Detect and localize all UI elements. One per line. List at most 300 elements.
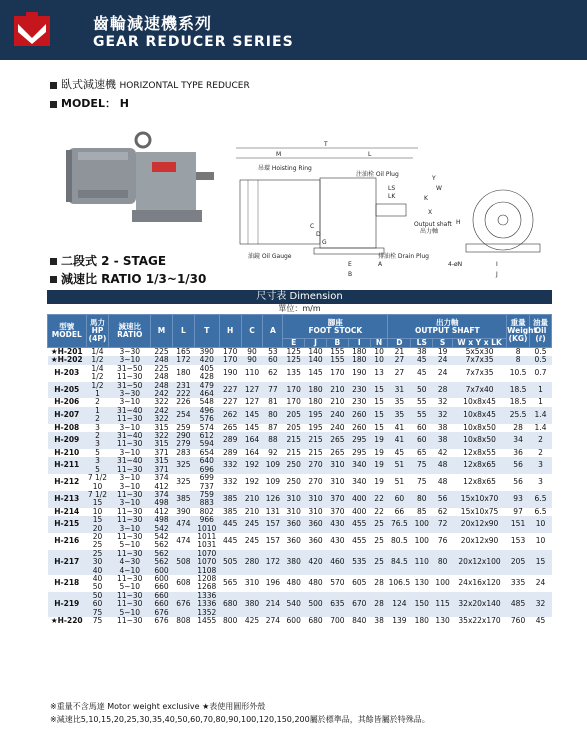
table-row (48, 533, 552, 550)
table-cell: 125 (283, 356, 305, 364)
table-cell: 145 (305, 365, 327, 382)
lbl-k: K (424, 195, 428, 202)
table-cell: 966 1010 (194, 516, 219, 533)
table-cell: H-218 (48, 575, 87, 592)
table-cell: 22 (370, 508, 388, 516)
table-cell: 500 (305, 592, 327, 617)
table-cell: 151 (507, 516, 530, 533)
table-cell: 15x10x70 (452, 491, 506, 508)
table-cell: 225 248 (151, 365, 173, 382)
table-cell: 290 279 (172, 432, 194, 449)
table-cell: 38 (433, 432, 453, 449)
table-cell: 45 (530, 617, 552, 625)
table-cell: 56 (507, 457, 530, 474)
table-cell: 109 (263, 457, 283, 474)
table-cell: 310 (283, 491, 305, 508)
table-cell: 3~30 (109, 348, 151, 357)
table-cell: 75 (86, 617, 109, 625)
table-cell: 310 (305, 508, 327, 516)
table-cell: H-213 (48, 491, 87, 508)
table-cell: 32 (530, 592, 552, 617)
dimension-table (47, 290, 552, 625)
table-cell: 420 (194, 356, 219, 364)
model-label: MODEL： H (61, 97, 129, 110)
th-j: J (305, 339, 327, 348)
table-cell: 170 (283, 382, 305, 399)
th-weight: 重量 Weight (KG) (507, 315, 530, 348)
table-cell: 8 (507, 348, 530, 357)
note-ratio: ※減速比5,10,15,20,25,30,35,40,50,60,70,80,90,100,120,150,200屬於標準品，其餘皆屬於特殊品。 (50, 715, 430, 724)
table-row (48, 365, 552, 382)
table-cell: 230 (348, 382, 370, 399)
table-cell: 840 (348, 617, 370, 625)
table-cell: 126 (263, 491, 283, 508)
table-cell: 155 (326, 348, 348, 357)
table-row (48, 407, 552, 424)
table-cell: 32 (433, 407, 453, 424)
th-e: E (283, 339, 305, 348)
table-cell: 270 (305, 474, 327, 491)
th-h: H (219, 315, 241, 348)
table-cell: 180 (305, 398, 327, 406)
table-cell: 10x8x50 (452, 424, 506, 432)
table-cell: 75 (411, 474, 433, 491)
table-cell: 172 (263, 550, 283, 575)
table-cell: 28 (507, 424, 530, 432)
table-cell: 400 (348, 508, 370, 516)
table-cell: 3~10 (109, 356, 151, 364)
table-cell: 88 (263, 432, 283, 449)
table-cell: 248 (151, 356, 173, 364)
table-cell: 242 322 (151, 407, 173, 424)
table-cell: 10.5 (507, 365, 530, 382)
table-row (48, 432, 552, 449)
table-cell: 145 (241, 424, 263, 432)
table-cell: 310 (305, 491, 327, 508)
table-cell: 680 (305, 617, 327, 625)
table-cell: 405 428 (194, 365, 219, 382)
table-cell: 172 (172, 356, 194, 364)
table-cell: 535 (348, 550, 370, 575)
table-cell: 1 (530, 382, 552, 399)
table-cell: 15 (370, 407, 388, 424)
table-cell: 19 (433, 348, 453, 357)
th-oil: 油量 Oil (ℓ) (530, 315, 552, 348)
table-cell: 131 (263, 508, 283, 516)
lbl-y: Y (432, 175, 436, 182)
lbl-lk: LK (388, 193, 396, 200)
table-cell: 600 (283, 617, 305, 625)
table-cell: 15x10x75 (452, 508, 506, 516)
table-cell: 380 (283, 550, 305, 575)
table-cell: 227 (219, 382, 241, 399)
table-cell: 215 (305, 432, 327, 449)
lbl-n: 4-øN (448, 261, 463, 268)
table-cell: 35x22x170 (452, 617, 506, 625)
table-cell: 0.5 (530, 348, 552, 357)
table-cell: 7x7x40 (452, 382, 506, 399)
table-cell: 32 (433, 398, 453, 406)
dim-m: M (276, 151, 282, 158)
table-cell: 7 1/2 15 (87, 489, 108, 508)
table-cell: 660 660 676 (151, 592, 173, 617)
table-cell: 76.5 (388, 516, 411, 533)
table-cell: 11~30 (109, 508, 151, 516)
table-cell: 0.7 (530, 365, 552, 382)
table-cell: 170 (219, 356, 241, 364)
table-cell: 635 (326, 592, 348, 617)
section-model (50, 95, 129, 111)
lbl-output-cn: 出力軸 (420, 228, 439, 235)
table-cell: 55 (411, 407, 433, 424)
table-cell: 28 (433, 382, 453, 399)
table-cell: 15 (370, 424, 388, 432)
table-cell: 195 (305, 407, 327, 424)
table-cell: 245 (241, 533, 263, 550)
lbl-d: D (316, 231, 321, 238)
table-cell: 240 (326, 424, 348, 432)
table-cell: 210 (241, 508, 263, 516)
table-cell: 180 (172, 365, 194, 382)
table-cell: 155 (326, 356, 348, 364)
table-cell: 1336 1336 1352 (194, 592, 219, 617)
table-cell: 289 (219, 449, 241, 457)
table-cell: 445 (219, 516, 241, 533)
table-cell: 55 (411, 398, 433, 406)
table-cell: 157 (263, 533, 283, 550)
table-cell: 10 (530, 533, 552, 550)
th-foot: 腳座 FOOT STOCK (283, 315, 388, 339)
th-c: C (241, 315, 263, 348)
lbl-hoist: 吊環 Hoisting Ring (258, 165, 312, 172)
table-cell: 72 (433, 516, 453, 533)
table-cell: 420 (305, 550, 327, 575)
table-cell: H-210 (48, 449, 87, 457)
lbl-oilplug: 注油栓 Oil Plug (356, 171, 399, 178)
table-cell: 97 (507, 508, 530, 516)
table-cell: 41 (388, 424, 411, 432)
table-cell: 390 (172, 508, 194, 516)
table-cell: 479 464 (194, 382, 219, 399)
table-cell: 676 (172, 592, 194, 617)
table-cell: 80 (411, 491, 433, 508)
th-hp: 馬力 HP (4P) (86, 315, 109, 348)
header-title-cn: 齒輪減速機系列 (93, 14, 213, 33)
table-cell: 322 (151, 398, 173, 406)
th-n: N (370, 339, 388, 348)
table-cell: 90 (241, 356, 263, 364)
table-cell: 310 (326, 474, 348, 491)
table-cell: 480 (283, 575, 305, 592)
table-row (48, 592, 552, 617)
table-cell: 496 576 (194, 407, 219, 424)
table-cell: 20x12x100 (452, 550, 506, 575)
table-cell: H-203 (48, 365, 87, 382)
table-cell: 180 (348, 356, 370, 364)
table-cell: 11~30 3~10 (109, 516, 151, 533)
table-cell: 51 (388, 457, 411, 474)
table-cell: 109 (263, 474, 283, 491)
table-cell: 1.4 (530, 407, 552, 424)
table-cell: 270 (305, 457, 327, 474)
table-cell: 11~30 5~10 (109, 575, 151, 592)
th-ratio: 減速比 RATIO (109, 315, 151, 348)
table-cell: 48 (433, 457, 453, 474)
table-cell: 565 (219, 575, 241, 592)
table-cell: 22 (370, 491, 388, 508)
table-cell: 25 (370, 516, 388, 533)
table-cell: 20 25 (86, 533, 109, 550)
ratio-text: 減速比 RATIO 1/3~1/30 (61, 272, 207, 286)
header-title-en: GEAR REDUCER SERIES (93, 34, 294, 50)
table-cell: 322 315 (151, 432, 173, 449)
table-cell: 32x20x140 (452, 592, 506, 617)
ratio-label (50, 270, 206, 287)
th-wxyxlk: W x Y x LK (452, 339, 506, 348)
table-cell: 164 (241, 449, 263, 457)
table-cell: 45 (411, 365, 433, 382)
table-cell: 225 (151, 348, 173, 357)
table-cell: 340 (348, 457, 370, 474)
table-cell: 455 (348, 533, 370, 550)
th-b: B (326, 339, 348, 348)
table-cell: 38 (411, 348, 433, 357)
th-l: L (172, 315, 194, 348)
table-row (48, 491, 552, 508)
lbl-i: I (496, 261, 498, 268)
table-cell: 485 (507, 592, 530, 617)
table-cell: ★H-220 (48, 617, 87, 625)
table-cell: 56 (433, 491, 453, 508)
table-cell: 11~30 3~10 (109, 491, 151, 508)
table-cell: 1 (530, 398, 552, 406)
table-cell: 360 (283, 533, 305, 550)
th-i: I (348, 339, 370, 348)
table-cell: 542 562 (151, 533, 173, 550)
table-cell: 332 (219, 457, 241, 474)
table-cell: 800 (219, 617, 241, 625)
table-cell: 66 (388, 508, 411, 516)
table-cell: 385 (172, 491, 194, 508)
table-cell: 10x8x50 (452, 432, 506, 449)
table-cell: 210 (326, 398, 348, 406)
table-cell: 215 (283, 432, 305, 449)
table-cell: H-209 (48, 432, 87, 449)
table-cell: 227 (219, 398, 241, 406)
table-cell: 1/2 1 (86, 382, 109, 399)
table-cell: 10 (86, 508, 109, 516)
table-cell: 260 (348, 424, 370, 432)
table-row (48, 550, 552, 575)
table-cell: 40 50 (86, 575, 109, 592)
table-cell: 125 (283, 348, 305, 357)
table-cell: 25.5 (507, 407, 530, 424)
table-cell: 180 (411, 617, 433, 625)
table-cell: 62 (263, 365, 283, 382)
table-cell: 100 (433, 575, 453, 592)
table-cell: 640 696 (194, 457, 219, 474)
table-cell: 5 (86, 449, 109, 457)
table-cell: 36 (507, 449, 530, 457)
table-cell: 1 2 (86, 407, 109, 424)
table-cell: 7 1/2 10 (87, 473, 108, 491)
table-cell: 180 (348, 348, 370, 357)
table-cell: 676 (151, 617, 173, 625)
table-cell: 700 (326, 617, 348, 625)
table-cell: 80.5 (388, 533, 411, 550)
table-cell: 3 (86, 424, 109, 432)
table-cell: 248 242 (151, 382, 173, 399)
table-cell: 360 (305, 516, 327, 533)
table-cell: 3 5 (86, 457, 109, 474)
table-cell: 130 (411, 575, 433, 592)
table-cell: 19 (370, 432, 388, 449)
table-cell: 540 (283, 592, 305, 617)
table-cell: 10x8x45 (452, 398, 506, 406)
table-cell: 2 (530, 432, 552, 449)
table-cell: 371 (151, 449, 173, 457)
table-cell: ★H-202 (48, 356, 87, 364)
table-cell: 7x7x35 (452, 356, 506, 364)
table-cell: 385 (219, 508, 241, 516)
table-cell: 445 (219, 533, 241, 550)
table-cell: 210 (241, 491, 263, 508)
table-cell: 280 (241, 550, 263, 575)
table-cell: 332 (219, 474, 241, 491)
table-cell: 310 (283, 508, 305, 516)
table-cell: 190 (348, 365, 370, 382)
table-cell: 60 (411, 432, 433, 449)
table-cell: 11~30 4~30 4~10 (109, 550, 151, 575)
table-cell: 31~40 11~30 (109, 457, 151, 474)
table-cell: 31~50 11~30 (109, 365, 151, 382)
table-cell: 1455 (194, 617, 219, 625)
table-cell: 1/4 (86, 348, 109, 357)
table-row (48, 575, 552, 592)
table-cell: 808 (172, 617, 194, 625)
table-cell: 374 412 (151, 474, 173, 491)
table-cell: 3 (530, 457, 552, 474)
table-cell: 15 20 (86, 516, 109, 533)
table-cell: 562 562 600 (151, 550, 173, 575)
table-cell: 360 (283, 516, 305, 533)
table-cell: H-207 (48, 407, 87, 424)
table-cell: 19 (370, 457, 388, 474)
table-cell: 240 (326, 407, 348, 424)
table-cell: 335 (507, 575, 530, 592)
table-cell: 498 542 (151, 516, 173, 533)
table-cell: 60 (411, 424, 433, 432)
table-cell: 170 (283, 398, 305, 406)
table-cell: 325 (172, 457, 194, 474)
table-cell: 50 (411, 382, 433, 399)
table-cell: 654 (194, 449, 219, 457)
th-t: T (194, 315, 219, 348)
table-cell: H-219 (48, 592, 87, 617)
table-cell: 100 (411, 516, 433, 533)
table-cell: 110 (411, 550, 433, 575)
table-cell: 5x5x30 (452, 348, 506, 357)
table-cell: 20x12x90 (452, 516, 506, 533)
table-cell: 210 (326, 382, 348, 399)
table-cell: 15 (370, 382, 388, 399)
table-cell: 11~30 5~10 (109, 533, 151, 550)
table-unit: 單位：m/m (278, 304, 321, 313)
table-cell: H-214 (48, 508, 87, 516)
table-cell: 157 (263, 516, 283, 533)
table-row (48, 457, 552, 474)
table-cell: 699 737 (194, 474, 219, 491)
table-cell: 1.4 (530, 424, 552, 432)
table-cell: 76 (433, 533, 453, 550)
table-cell: 3~10 (109, 424, 151, 432)
table-cell: 56 (507, 474, 530, 491)
table-cell: H-212 (48, 474, 87, 491)
table-cell: 190 (219, 365, 241, 382)
table-cell: 170 (219, 348, 241, 357)
table-cell: 0.5 (530, 356, 552, 364)
lbl-drain: 排油栓 Drain Plug (378, 253, 429, 260)
table-row (48, 516, 552, 533)
dim-l: L (368, 151, 372, 158)
table-cell: 310 (326, 457, 348, 474)
table-cell: 274 (263, 617, 283, 625)
lbl-b: B (348, 271, 353, 278)
table-cell: 1/4 1/2 (86, 365, 109, 382)
lbl-oilgauge: 油鏡 Oil Gauge (248, 253, 292, 260)
table-cell: 10 (370, 356, 388, 364)
brand-logo (12, 10, 52, 50)
table-cell: 25 (370, 550, 388, 575)
table-cell: 215 (283, 449, 305, 457)
table-cell: 80 (263, 407, 283, 424)
table-cell: 180 (305, 382, 327, 399)
table-cell: 254 (172, 407, 194, 424)
table-cell: 60 (388, 491, 411, 508)
table-cell: 24 (530, 575, 552, 592)
table-cell: 106.5 (388, 575, 411, 592)
table-cell: 84.5 (388, 550, 411, 575)
table-cell: 18.5 (507, 382, 530, 399)
table-cell: 19 (370, 474, 388, 491)
table-cell: 760 (507, 617, 530, 625)
table-cell: 360 (305, 533, 327, 550)
table-cell: 85 (411, 508, 433, 516)
table-cell: 226 (172, 398, 194, 406)
table-cell: 1/2 (86, 356, 109, 364)
table-cell: 570 (326, 575, 348, 592)
table-cell: 24x16x120 (452, 575, 506, 592)
table-cell: 8 (507, 356, 530, 364)
table-cell: 474 (172, 533, 194, 550)
table-cell: 153 (507, 533, 530, 550)
lbl-w: W (436, 185, 442, 192)
lbl-j: J (496, 271, 498, 278)
table-cell: 3~10 (109, 449, 151, 457)
table-cell: 65 (411, 449, 433, 457)
table-cell: 124 (388, 592, 411, 617)
table-cell: 25 30 40 (86, 550, 109, 575)
table-cell: 260 (348, 407, 370, 424)
table-row (48, 617, 552, 625)
table-cell: 41 (388, 432, 411, 449)
table-cell: 92 (263, 449, 283, 457)
table-cell: 48 (433, 474, 453, 491)
table-cell: 505 (219, 550, 241, 575)
th-s: S (433, 339, 453, 348)
table-cell: 165 (172, 348, 194, 357)
table-cell: 127 (241, 382, 263, 399)
